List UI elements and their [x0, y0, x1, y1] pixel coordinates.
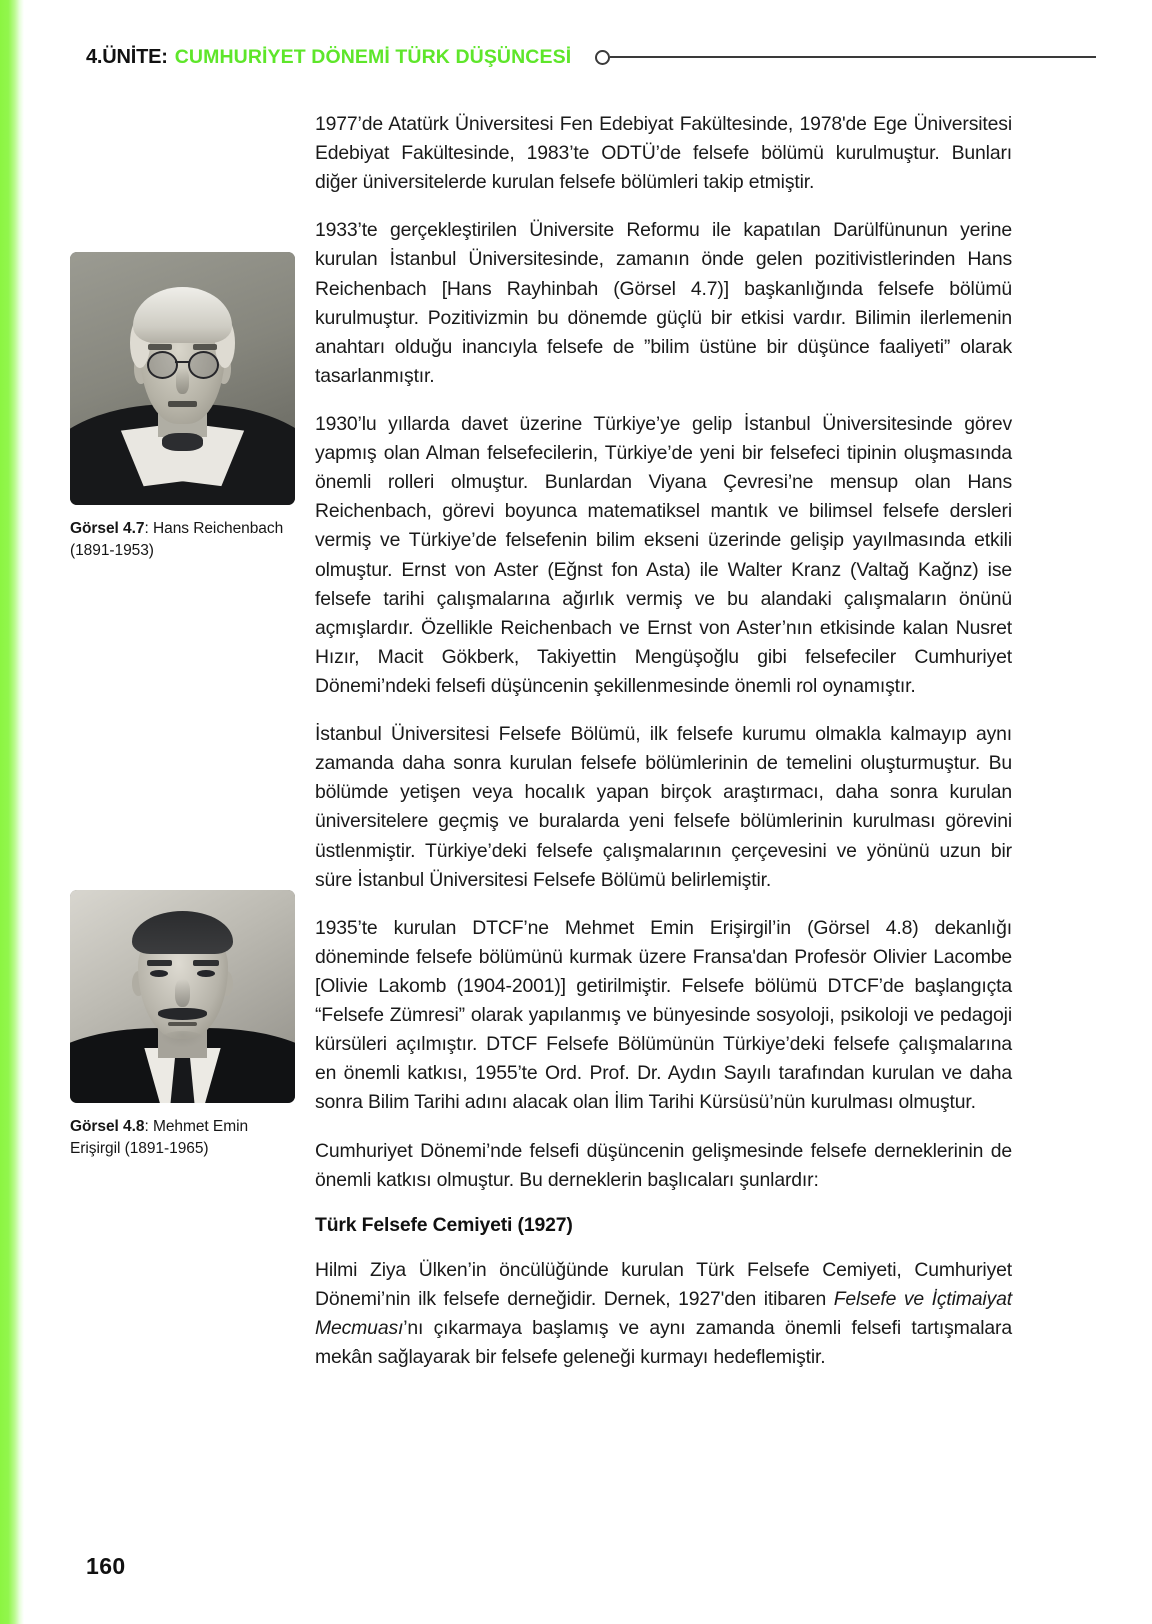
unit-title: CUMHURİYET DÖNEMİ TÜRK DÜŞÜNCESİ — [174, 45, 572, 68]
figure-gorsel-4-8 — [70, 890, 295, 1160]
circle-icon — [595, 50, 610, 65]
paragraph-7-part-1: Hilmi Ziya Ülken’in öncülüğünde kurulan Türk Felsefe Cemiyeti, Cumhuriyet Dönemi’nin ilk felsefe derneğidir. Dernek, 1927'den itibaren — [315, 1258, 1012, 1310]
left-green-spine-decoration — [0, 0, 24, 1624]
portrait-photo-hans-reichenbach — [70, 252, 295, 505]
figure-column — [70, 104, 295, 1160]
page-number: 160 — [86, 1553, 126, 1579]
header-rule — [595, 50, 1096, 64]
horizontal-rule — [610, 56, 1096, 58]
body-text-column — [315, 110, 1012, 1372]
figure-caption-text: : Hans Reichenbach (1891-1953) — [70, 520, 284, 559]
portrait-illustration — [70, 890, 295, 1103]
paragraph-7-part-2: ’nı çıkarmaya başlamış ve aynı zamanda önemli felsefi tartışmalara mekân sağlayarak bir felsefe geleneği kurmayı hedeflemiştir. — [315, 1316, 1012, 1369]
figure-caption-label: Görsel 4.7 — [70, 520, 145, 537]
unit-header — [86, 40, 1096, 74]
portrait-illustration — [70, 252, 295, 505]
paragraph-4: İstanbul Üniversitesi Felsefe Bölümü, ilk felsefe kurumu olmakla kalmayıp aynı zamanda daha sonra kurulan felsefe bölümlerinin de temelini oluşturmuştur. Bu bölümde yetişen veya hocalık yapan birçok araştırmacı, daha sonra kurulan üniversitelere geçmiş ve buralarda yeni felsefe bölümlerinin kurulması görevini üstlenmiştir. Türkiye’deki felsefe çalışmalarının çerçevesini ve yönünü uzun bir süre İstanbul Üniversitesi Felsefe Bölümü belirlemiştir. — [315, 723, 1012, 891]
unit-number: 4.ÜNİTE: — [86, 45, 168, 68]
subheading-turk-felsefe-cemiyeti: Türk Felsefe Cemiyeti (1927) — [315, 1213, 573, 1236]
figure-caption-4-7 — [70, 518, 295, 562]
paragraph-6: Cumhuriyet Dönemi’nde felsefi düşüncenin gelişmesinde felsefe derneklerinin de önemli katkısı olmuştur. Bu derneklerin başlıcaları şunlardır: — [315, 1139, 1012, 1191]
paragraph-5: 1935’te kurulan DTCF’ne Mehmet Emin Erişirgil’in (Görsel 4.8) dekanlığı döneminde felsefe bölümünü kurmak üzere Fransa'dan Profesör Olivier Lacombe [Olivie Lakomb (1904-2001)] getirilmiştir. Felsefe bölümü DTCF’de başlangıçta “Felsefe Zümresi” olarak yapılanmış ve bünyesinde sosyoloji, psikoloji ve pedagoji kürsüleri açılmıştır. DTCF Felsefe Bölümünün Türkiye’deki felsefe çalışmalarına en önemli katkısı, 1955’te Ord. Prof. Dr. Aydın Sayılı tarafından kurulan ve daha sonra Bilim Tarihi adını alacak olan İlim Tarihi Kürsüsü’nün kurulması olmuştur. — [315, 916, 1012, 1114]
paragraph-7 — [315, 1256, 1012, 1372]
paragraph-2: 1933’te gerçekleştirilen Üniversite Reformu ile kapatılan Darülfünunun yerine kurulan İstanbul Üniversitesinde, zamanın önde gelen pozitivistlerinden Hans Reichenbach [Hans Rayhinbah (Görsel 4.7)] başkanlığında felsefe bölümü kurulmuştur. Pozitivizmin bu dönemde güçlü bir etkisi vardır. Bilimin ilerlemenin anahtarı olduğu inancıyla felsefe de ”bilim üstüne bir düşünce faaliyeti” olarak tasarlanmıştır. — [315, 219, 1012, 387]
figure-caption-label: Görsel 4.8 — [70, 1118, 145, 1135]
figure-gorsel-4-7 — [70, 252, 295, 562]
paragraph-1: 1977’de Atatürk Üniversitesi Fen Edebiyat Fakültesinde, 1978'de Ege Üniversitesi Edebiyat Fakültesinde, 1983’te ODTÜ’de felsefe bölümü kurulmuştur. Bunları diğer üniversitelerde kurulan felsefe bölümleri takip etmiştir. — [315, 113, 1012, 194]
figure-caption-4-8 — [70, 1116, 295, 1160]
paragraph-3: 1930’lu yıllarda davet üzerine Türkiye’ye gelip İstanbul Üniversitesinde görev yapmış olan Alman felsefecilerin, Türkiye’de yeni bir felsefeci tipinin oluşmasında önemli rolleri olmuştur. Bunlardan Viyana Çevresi’ne mensup olan Hans Reichenbach, görevi boyunca matematiksel mantık ve bilimsel felsefe dersleri vermiş ve Türkiye’de felsefenin bilim ekseni üzerinde gelişip yayılmasında etkili olmuştur. Ernst von Aster (Eğnst fon Asta) ile Walter Kranz (Valtağ Kağnz) ise felsefe tarihi çalışmalarına ağırlık vermiş ve bu alandaki çalışmaların önünü açmışlardır. Özellikle Reichenbach ve Ernst von Aster’nın etkisinde kalan Nusret Hızır, Macit Gökberk, Takiyettin Mengüşoğlu gibi felsefeciler Cumhuriyet Dönemi’ndeki felsefi düşüncenin şekillenmesinde önemli rol oynamıştır. — [315, 412, 1012, 697]
journal-title-italic: Felsefe ve İçtimaiyat Mecmuası — [315, 1287, 1012, 1339]
portrait-photo-mehmet-emin-erisirgil — [70, 890, 295, 1103]
figure-caption-text: : Mehmet Emin Erişirgil (1891-1965) — [70, 1118, 249, 1157]
